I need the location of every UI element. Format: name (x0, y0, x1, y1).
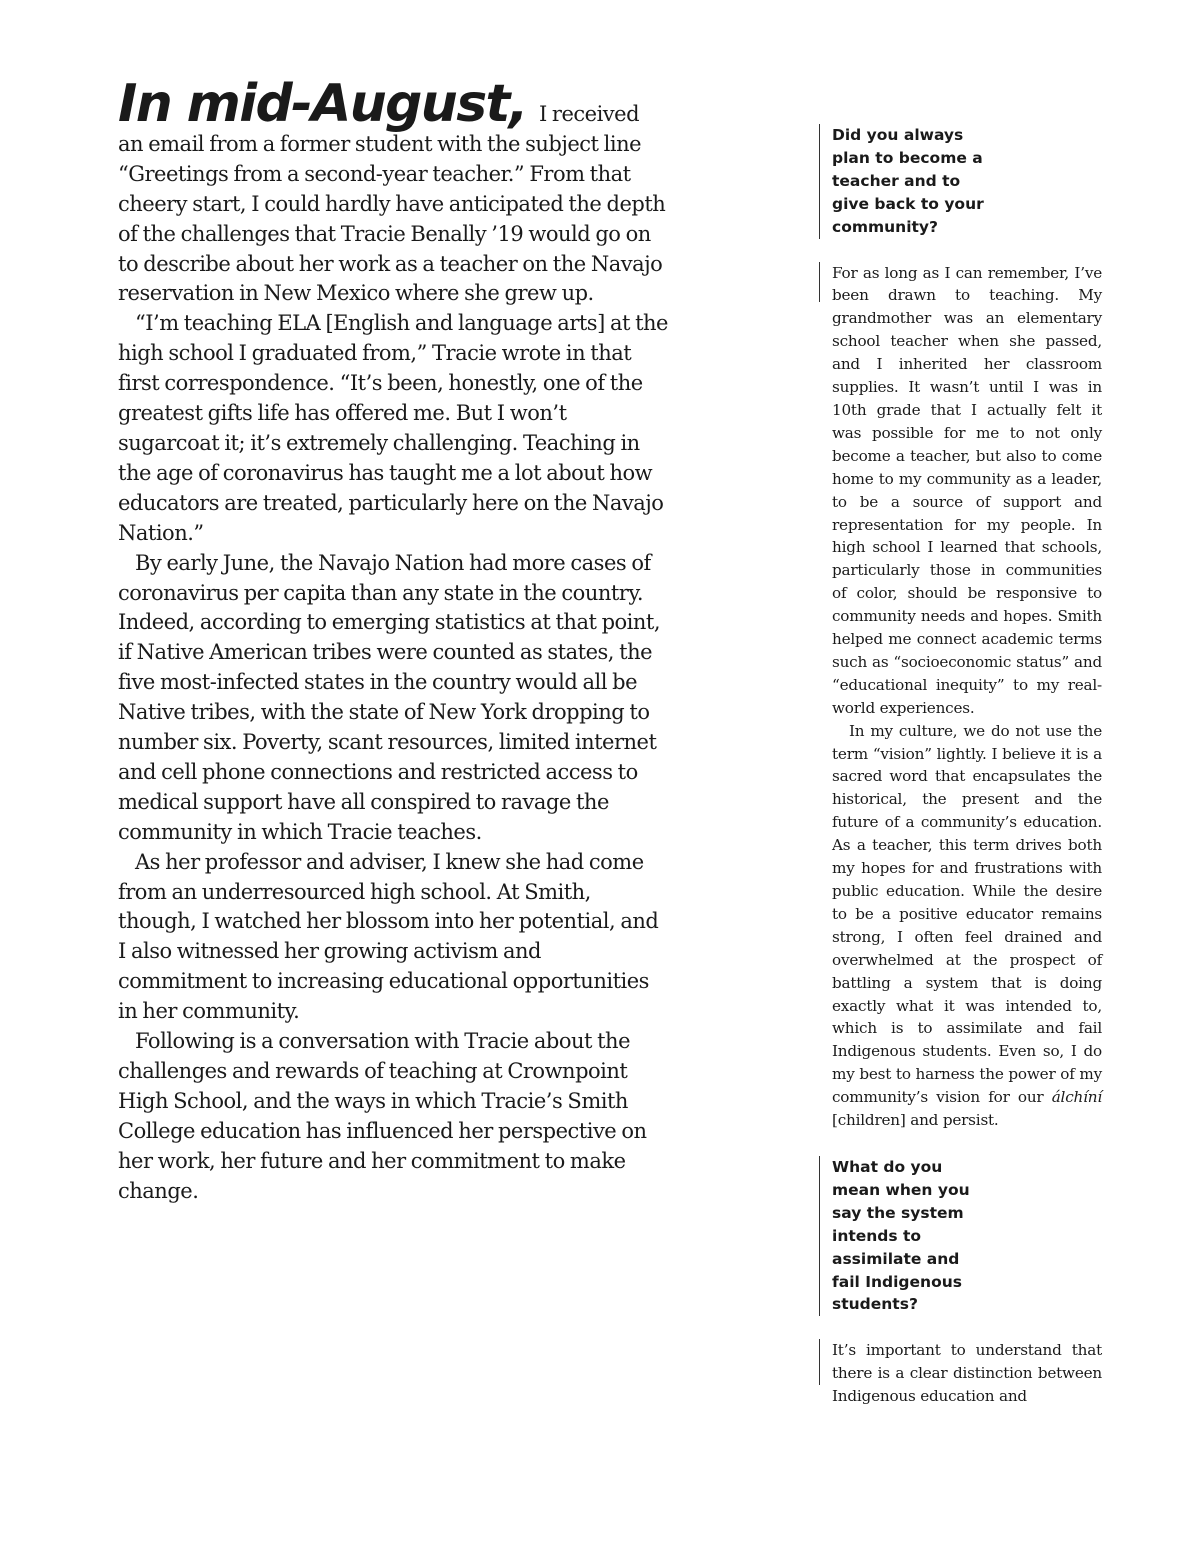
answer-text: In my culture, we do not use the term “vision” lightly. I believe it is a sacred word that encapsulates the historical, the present and the future of a community’s education. As a teacher, this term drives both my hopes for and frustrations with public education. While the desire to be a positive educator remains strong, I often feel drained and overwhelmed at the prospect of battling a system that is doing exactly what it was intended to, which is to assimilate and fail Indigenous students. Even so, I do my best to harness the power of my community’s vision for our (832, 721, 1102, 1107)
interview-question (832, 124, 992, 239)
main-article (118, 74, 668, 1207)
article-paragraph-text: I received an email from a former student with the subject line “Greetings from a second-year teacher.” From that cheery start, I could hardly have anticipated the depth of the challenges that Tracie Benally ’19 would go on to describe about her work as a teacher on the Navajo reservation in New Mexico where she grew up. (118, 102, 666, 306)
interview-answer (832, 262, 1102, 1132)
question-text: Did you always plan to become a teacher and to give back to your community? (832, 126, 984, 236)
interview-answer (832, 1339, 1102, 1408)
answer-paragraph: It’s important to understand that there is a clear distinction between Indigenous education and (832, 1341, 1102, 1406)
answer-paragraph: For as long as I can remember, I’ve been drawn to teaching. My grandmother was an elementary school teacher when she passed, and I inherited her classroom supplies. It wasn’t until I was in 10th grade that I actually felt it was possible for me to not only become a teacher, but also to come home to my community as a leader, to be a source of support and representation for my people. In high school I learned that schools, particularly those in communities of color, should be responsive to community needs and hopes. Smith helped me connect academic terms such as “socioeconomic status” and “educational inequity” to my real-world experiences. (832, 263, 1102, 717)
answer-paragraph (832, 720, 1102, 1132)
question-rule (819, 1156, 820, 1316)
article-paragraph: By early June, the Navajo Nation had more cases of coronavirus per capita than any state in the country. Indeed, according to emerging statistics at that point, if Native American tribes were counted as states, the five most-infected states in the country would all be Native tribes, with the state of New York dropping to number six. Poverty, scant resources, limited internet and cell phone connections and restricted access to medical support have all conspired to ravage the community in which Tracie teaches. (118, 550, 661, 844)
question-text: What do you mean when you say the system intends to assimilate and fail Indigenous students? (832, 1157, 970, 1314)
navajo-term: álchíní (1051, 1088, 1102, 1107)
interview-sidebar (832, 124, 1102, 1408)
interview-question (832, 1156, 992, 1316)
answer-rule (819, 262, 820, 302)
lead-in-heading: In mid-August, (118, 74, 527, 134)
article-paragraph: As her professor and adviser, I knew she had come from an underresourced high school. At Smith, though, I watched her blossom into her potential, and I also witnessed her growing activism and commitment to increasing educational opportunities in her community. (118, 849, 659, 1024)
answer-rule (819, 1339, 820, 1385)
question-rule (819, 124, 820, 239)
article-paragraph (118, 74, 668, 309)
article-paragraph: Following is a conversation with Tracie about the challenges and rewards of teaching at Crownpoint High School, and the ways in which Tracie’s Smith College education has influenced her perspective on her work, her future and her commitment to make change. (118, 1029, 647, 1203)
answer-text: [children] and persist. (832, 1111, 999, 1130)
article-paragraph: “I’m teaching ELA [English and language arts] at the high school I graduated from,” Tracie wrote in that first correspondence. “It’s been, honestly, one of the greatest gifts life has offered me. But I won’t sugarcoat it; it’s extremely challenging. Teaching in the age of coronavirus has taught me a lot about how educators are treated, particularly here on the Navajo Nation.” (118, 311, 668, 545)
